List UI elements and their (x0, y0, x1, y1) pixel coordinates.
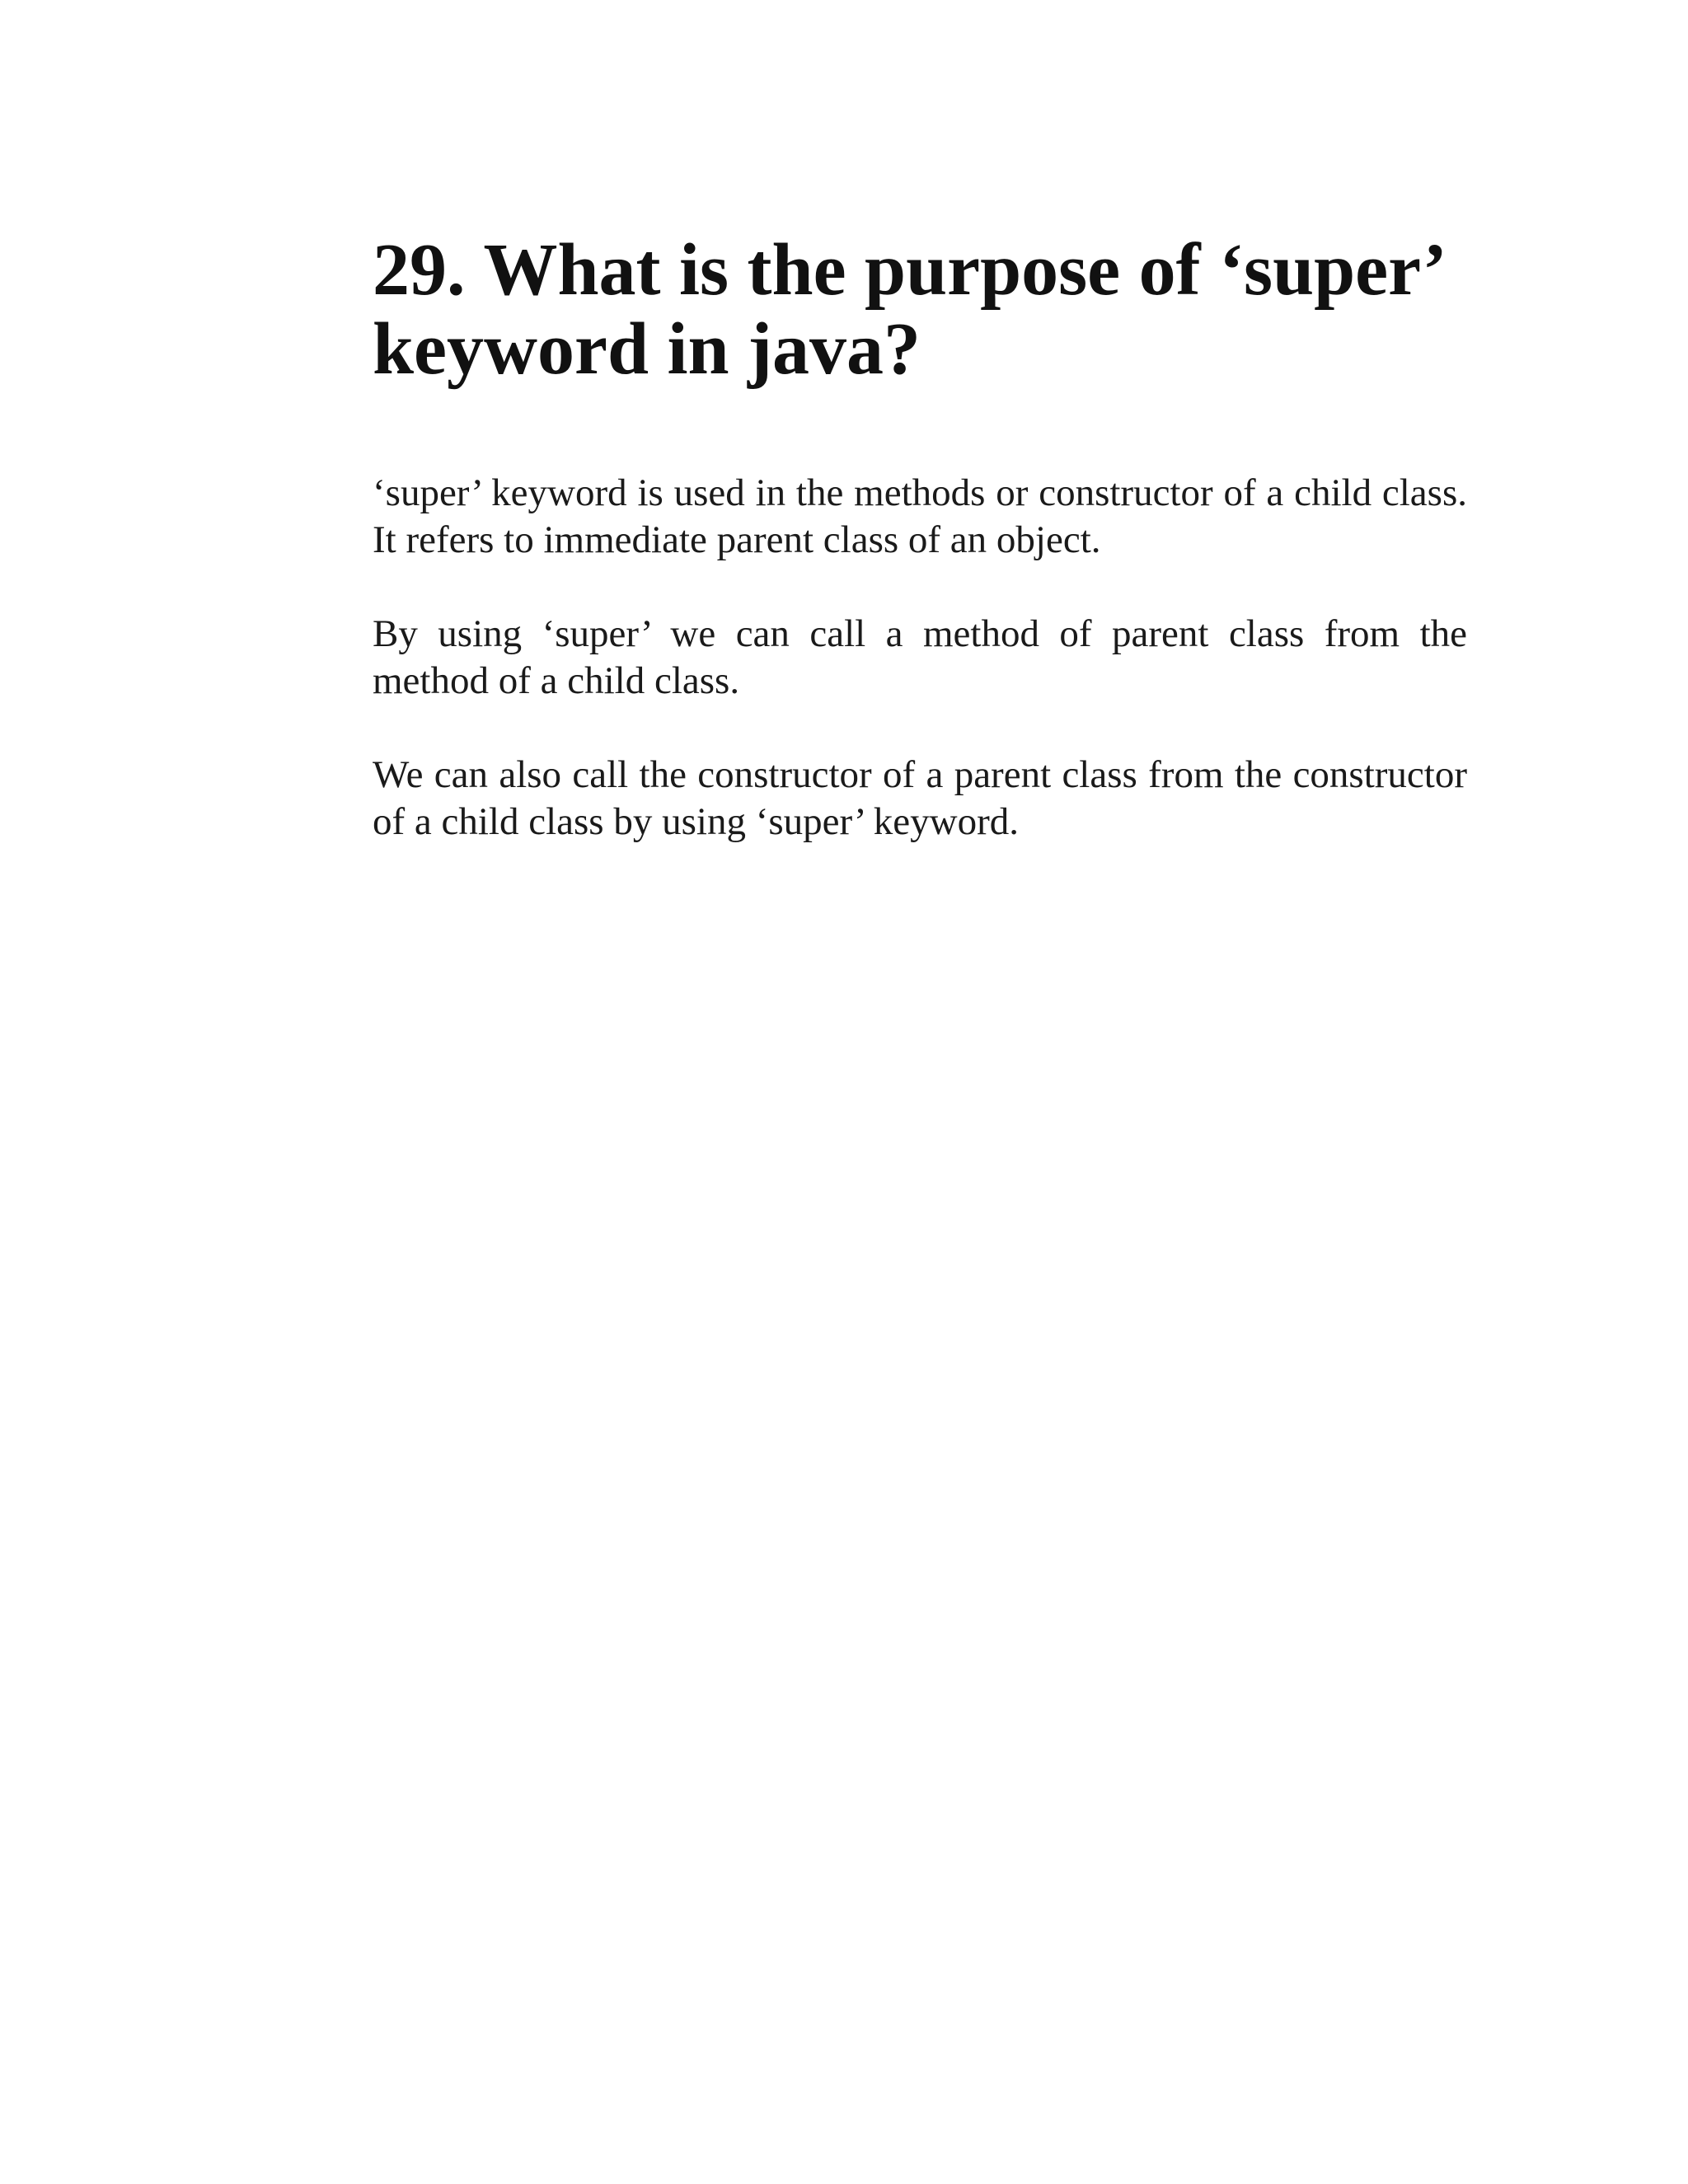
question-number: 29. (373, 229, 466, 311)
answer-paragraph-3: We can also call the constructor of a parent class from the constructor of a child class by using ‘super’ keyword. (373, 753, 1467, 843)
answer-body (373, 470, 1467, 846)
answer-paragraph-2: By using ‘super’ we can call a method of parent class from the method of a child class. (373, 612, 1467, 702)
answer-paragraph-1: ‘super’ keyword is used in the methods or constructor of a child class. It refers to immediate parent class of an object. (373, 471, 1467, 561)
question-heading (373, 231, 1467, 389)
question-title: What is the purpose of ‘super’ keyword in java? (373, 229, 1442, 390)
question-section (373, 231, 1467, 893)
